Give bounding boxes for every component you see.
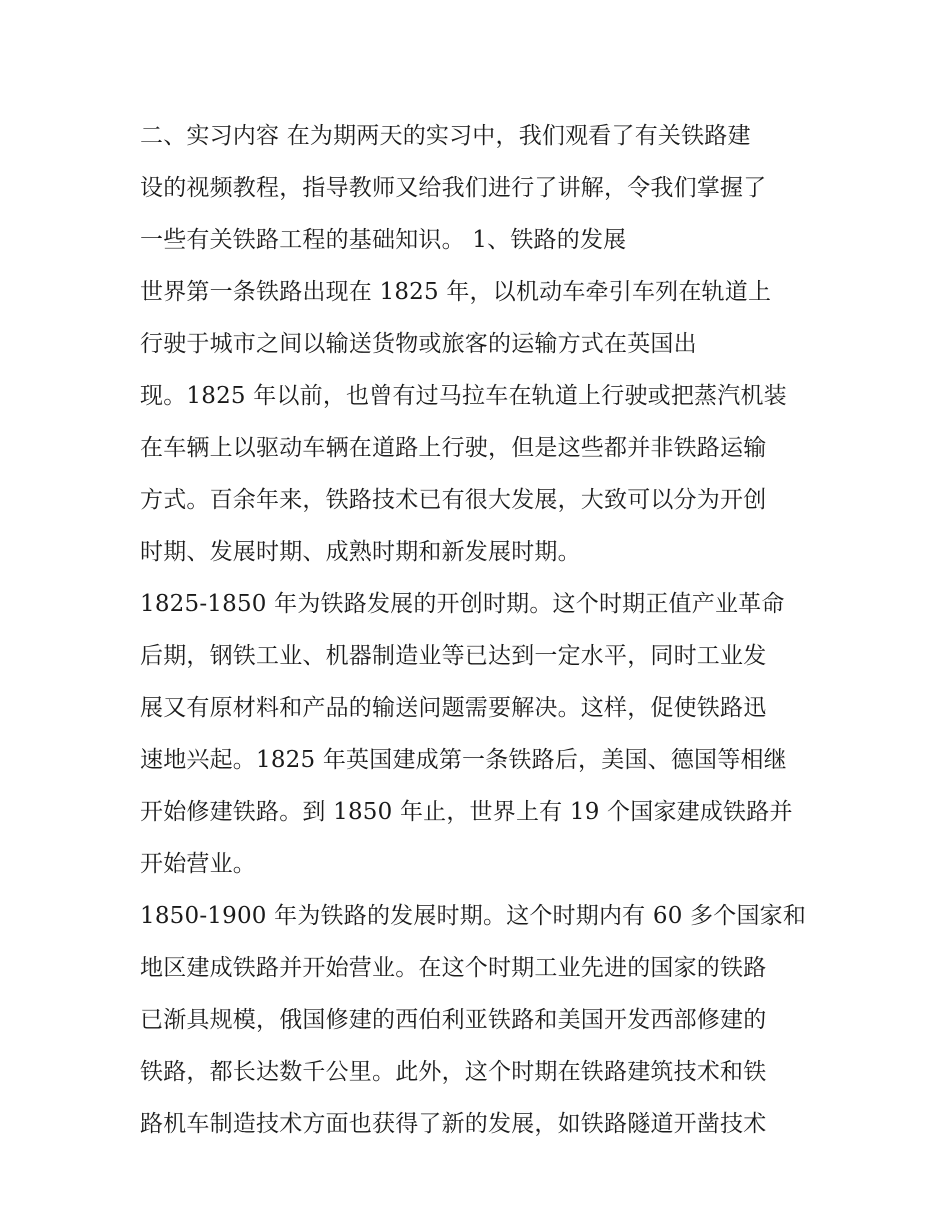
text-line: 1850-1900 年为铁路的发展时期。这个时期内有 60 多个国家和 [140,903,807,929]
text-line: 现。1825 年以前，也曾有过马拉车在轨道上行驶或把蒸汽机装 [140,383,787,409]
text-line: 世界第一条铁路出现在 1825 年，以机动车牵引车列在轨道上 [140,279,772,305]
body-text [140,110,820,1150]
text-line: 展又有原材料和产品的输送问题需要解决。这样，促使铁路迅 [140,695,767,721]
text-line: 在车辆上以驱动车辆在道路上行驶，但是这些都并非铁路运输 [140,435,767,461]
text-line: 地区建成铁路并开始营业。在这个时期工业先进的国家的铁路 [140,955,767,981]
text-line: 速地兴起。1825 年英国建成第一条铁路后，美国、德国等相继 [140,747,787,773]
text-line: 时期、发展时期、成熟时期和新发展时期。 [140,539,581,565]
text-line: 后期，钢铁工业、机器制造业等已达到一定水平，同时工业发 [140,643,767,669]
text-line: 二、实习内容 在为期两天的实习中，我们观看了有关铁路建 [140,123,751,149]
text-line: 一些有关铁路工程的基础知识。 1、铁路的发展 [140,227,627,253]
text-line: 1825-1850 年为铁路发展的开创时期。这个时期正值产业革命 [140,591,785,617]
text-line: 已渐具规模，俄国修建的西伯利亚铁路和美国开发西部修建的 [140,1007,767,1033]
text-line: 开始修建铁路。到 1850 年止，世界上有 19 个国家建成铁路并 [140,799,793,825]
text-line: 开始营业。 [140,851,256,877]
text-line: 设的视频教程，指导教师又给我们进行了讲解，令我们掌握了 [140,175,767,201]
text-line: 铁路，都长达数千公里。此外，这个时期在铁路建筑技术和铁 [140,1059,767,1085]
text-line: 路机车制造技术方面也获得了新的发展，如铁路隧道开凿技术 [140,1111,767,1137]
text-line: 方式。百余年来，铁路技术已有很大发展，大致可以分为开创 [140,487,767,513]
text-line: 行驶于城市之间以输送货物或旅客的运输方式在英国出 [140,331,697,357]
